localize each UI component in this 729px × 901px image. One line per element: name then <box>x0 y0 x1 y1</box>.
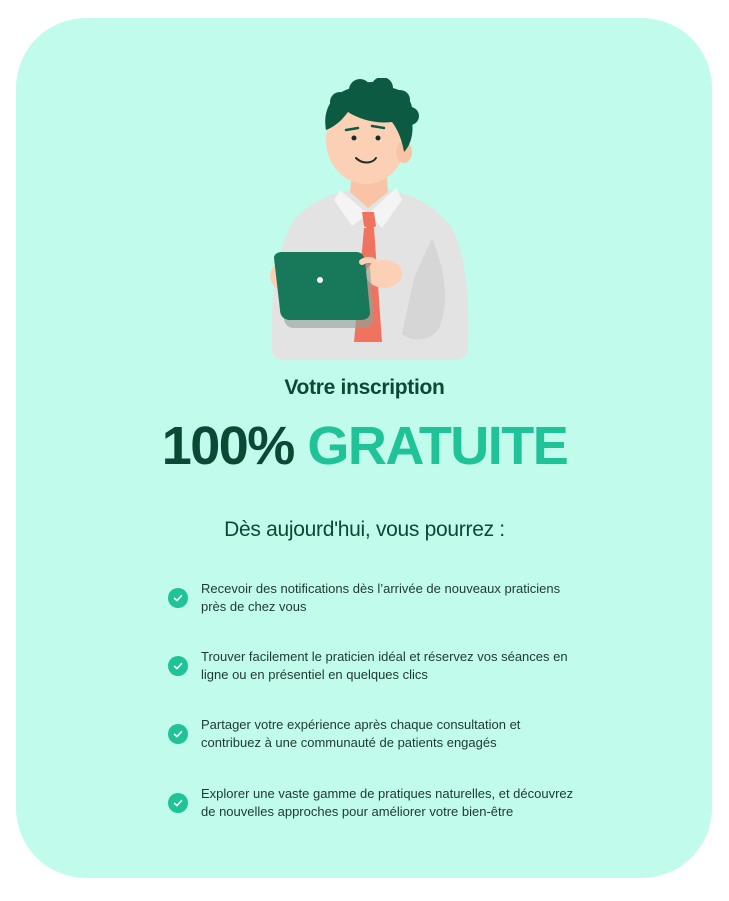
check-circle-icon <box>168 724 188 744</box>
check-circle-icon <box>168 656 188 676</box>
benefits-intro: Dès aujourd'hui, vous pourrez : <box>224 518 505 541</box>
benefit-text: Recevoir des notifications dès l’arrivée de nouveaux praticiens près de chez vous <box>201 581 561 614</box>
benefit-text: Partager votre expérience après chaque consultation et contribuez à une communauté de patients engagés <box>201 717 521 750</box>
man-with-tablet-illustration <box>264 78 474 360</box>
check-circle-icon <box>168 793 188 813</box>
benefit-text: Trouver facilement le praticien idéal et réservez vos séances en ligne ou en présentiel en quelques clics <box>201 649 568 682</box>
headline-percentage: 100% <box>161 416 294 476</box>
benefit-text: Explorer une vaste gamme de pratiques naturelles, et découvrez de nouvelles approches pour améliorer votre bien-être <box>201 786 574 819</box>
subtitle: Votre inscription <box>284 376 445 399</box>
benefit-item-find-practitioner <box>168 648 588 684</box>
headline-free: GRATUITE <box>307 416 568 476</box>
headline <box>0 414 729 478</box>
benefit-item-notifications <box>168 580 588 616</box>
benefit-item-share-experience <box>168 716 588 752</box>
benefit-item-explore-practices <box>168 785 588 821</box>
check-circle-icon <box>168 588 188 608</box>
